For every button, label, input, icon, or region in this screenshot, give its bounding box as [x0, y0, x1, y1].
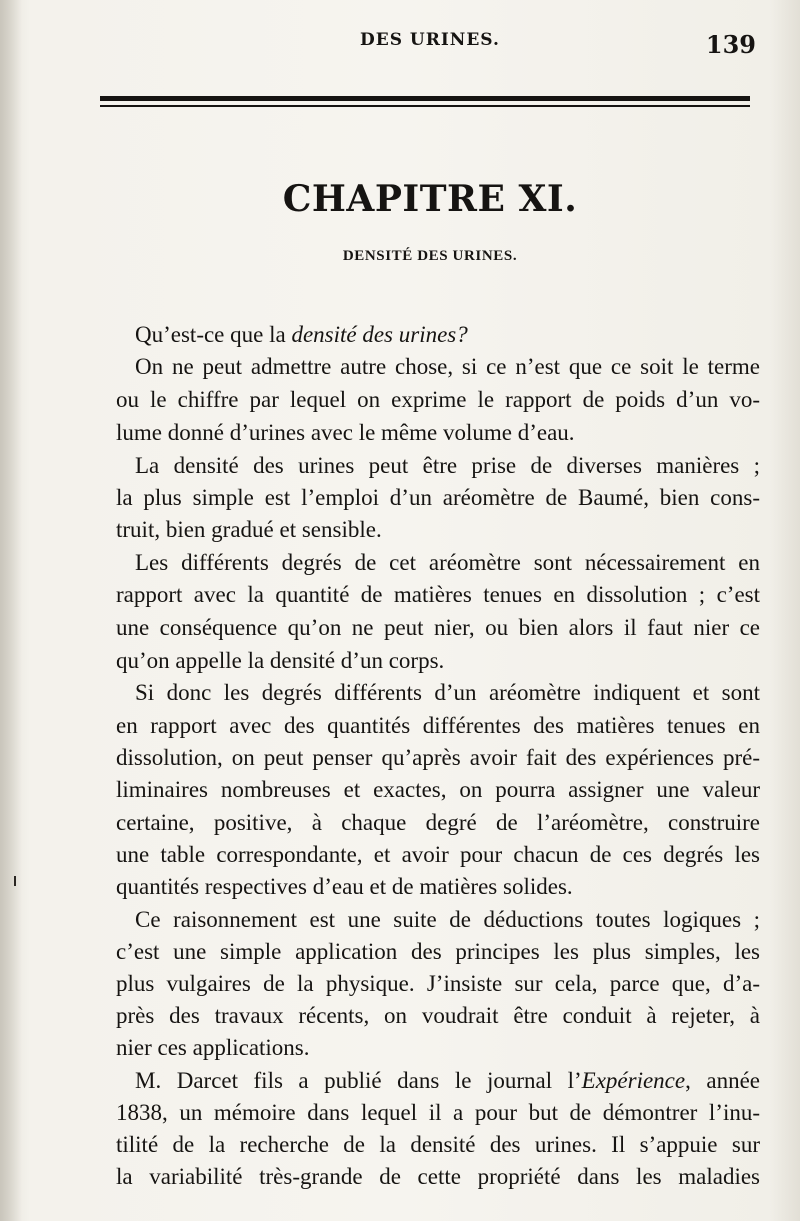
text-line: nier ces applications.	[116, 1035, 310, 1060]
text-line: On ne peut admettre autre chose, si ce n’est que ce soit le terme	[135, 354, 760, 379]
text-line: tilité de la recherche de la densité des urines. Il s’appuie sur	[116, 1132, 760, 1157]
text-line: plus vulgaires de la physique. J’insiste sur cela, parce que, d’a-	[116, 971, 760, 996]
text-line: près des travaux récents, on voudrait être conduit à rejeter, à	[116, 1003, 760, 1028]
header-rule-thin	[100, 105, 750, 107]
text-line: Ce raisonnement est une suite de déductions toutes logiques ;	[135, 907, 760, 932]
section-title: DENSITÉ DES URINES.	[342, 248, 518, 264]
text-line: dissolution, on peut penser qu’après avoir fait des expériences pré-	[116, 745, 760, 770]
text-line: truit, bien gradué et sensible.	[116, 517, 382, 542]
text-line: la plus simple est l’emploi d’un aréomètre de Baumé, bien cons-	[116, 485, 760, 510]
text-line: Les différents degrés de cet aréomètre sont nécessairement en	[135, 550, 760, 575]
text-line: La densité des urines peut être prise de diverses manières ;	[135, 453, 760, 478]
text-line: M. Darcet fils a publié dans le journal l’Expérience, année	[135, 1068, 760, 1093]
text-line: en rapport avec des quantités différentes des matières tenues en	[116, 713, 760, 738]
text-line: qu’on appelle la densité d’un corps.	[116, 648, 445, 673]
text-line: lume donné d’urines avec le même volume d’eau.	[116, 420, 575, 445]
text-line: c’est une simple application des principes les plus simples, les	[116, 939, 760, 964]
text-line: 1838, un mémoire dans lequel il a pour but de démontrer l’inu-	[116, 1100, 760, 1125]
text-line: liminaires nombreuses et exactes, on pourra assigner une valeur	[116, 777, 760, 802]
chapter-title: CHAPITRE XI.	[282, 178, 578, 220]
text-line: une table correspondante, et avoir pour chacun de ces degrés les	[116, 842, 760, 867]
text-line: une conséquence qu’on ne peut nier, ou bien alors il faut nier ce	[116, 615, 760, 640]
text-line: rapport avec la quantité de matières tenues en dissolution ; c’est	[116, 582, 760, 607]
text-line: Si donc les degrés différents d’un aréomètre indiquent et sont	[135, 680, 760, 705]
text-line: certaine, positive, à chaque degré de l’aréomètre, construire	[116, 810, 760, 835]
text-line: ou le chiffre par lequel on exprime le rapport de poids d’un vo-	[116, 387, 760, 412]
margin-mark	[14, 876, 16, 886]
page-number: 139	[705, 30, 756, 59]
text-line: quantités respectives d’eau et de matières solides.	[116, 874, 573, 899]
text-line: la variabilité très-grande de cette propriété dans les maladies	[116, 1164, 760, 1189]
text-line: Qu’est-ce que la densité des urines?	[135, 322, 468, 347]
header-rule-thick	[100, 96, 750, 101]
running-head: DES URINES.	[360, 30, 500, 50]
